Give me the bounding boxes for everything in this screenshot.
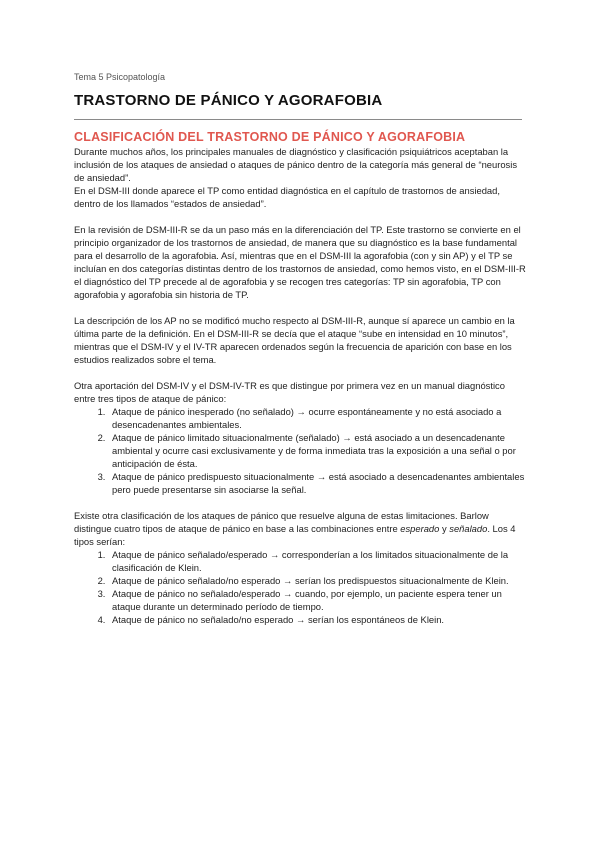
list-item: 4. Ataque de pánico no señalado/no esperado → serían los espontáneos de Klein.: [108, 613, 526, 626]
text-span: . Los 4 tipos serían:: [74, 523, 516, 547]
paragraph: [74, 509, 526, 548]
title-divider: [74, 119, 522, 120]
emphasis-text: esperado: [400, 523, 440, 534]
page-title: TRASTORNO DE PÁNICO Y AGORAFOBIA: [74, 92, 383, 109]
text-span: Existe otra clasificación de los ataques de pánico que resuelve alguna de estas limitaciones. Barlow distingue cuatro tipos de ataque de pánico en base a las combinaciones entre: [74, 510, 489, 534]
paragraph: La descripción de los AP no se modificó mucho respecto al DSM-III-R, aunque sí aparece un cambio en la última parte de la definición. En el DSM-III-R se decía que el ataque “sube en intensidad en 10 minutos”, mientras que el DSM-IV y el IV-TR aparecen ordenados según la frecuencia de aparición con base en los estudios realizados sobre el tema.: [74, 315, 515, 365]
paragraph: En la revisión de DSM-III-R se da un paso más en la diferenciación del TP. Este trastorno se convierte en el principio organizador de los trastornos de ansiedad, de manera que su diagnóstico es la base fundamental para el desarrollo de la agorafobia. Así, mientras que en el DSM-III la agorafobia (con y sin AP) y el TP se incluían en dos categorías distintas dentro de los trastornos de ansiedad, como hemos visto, en el DSM-III-R el diagnóstico del TP precede al de agorafobia y se recogen tres categorías: TP sin agorafobia, TP con agorafobia y agorafobia sin historia de TP.: [74, 224, 526, 300]
list-item: 3. Ataque de pánico predispuesto situacionalmente → está asociado a desencadenantes ambientales pero puede presentarse sin asociarse la señal.: [108, 470, 526, 496]
list-item: 1. Ataque de pánico inesperado (no señalado) → ocurre espontáneamente y no está asociado a desencadenantes ambientales.: [108, 405, 526, 431]
paragraph: Otra aportación del DSM-IV y el DSM-IV-TR es que distingue por primera vez en un manual diagnóstico entre tres tipos de ataque de pánico:: [74, 380, 505, 404]
list-item: 1. Ataque de pánico señalado/esperado → corresponderían a los limitados situacionalmente de la clasificación de Klein.: [108, 548, 526, 574]
topic-header: Tema 5 Psicopatología: [74, 72, 166, 82]
list-item: 2. Ataque de pánico señalado/no esperado → serían los predispuestos situacionalmente de Klein.: [108, 574, 526, 587]
section-title: CLASIFICACIÓN DEL TRASTORNO DE PÁNICO Y AGORAFOBIA: [74, 130, 466, 144]
panic-types-list: [74, 405, 526, 496]
emphasis-text: señalado: [449, 523, 488, 534]
paragraph: Durante muchos años, los principales manuales de diagnóstico y clasificación psiquiátricos aceptaban la inclusión de los ataques de ansiedad o ataques de pánico dentro de la categoría más general de “neurosis de ansiedad”.: [74, 146, 518, 183]
document-body: [74, 145, 526, 626]
barlow-types-list: [74, 548, 526, 626]
list-item: 3. Ataque de pánico no señalado/esperado → cuando, por ejemplo, un paciente espera tener un ataque durante un determinado período de tiempo.: [108, 587, 526, 613]
paragraph: En el DSM-III donde aparece el TP como entidad diagnóstica en el capítulo de trastornos de ansiedad, dentro de los llamados “estados de ansiedad”.: [74, 185, 500, 209]
text-span: y: [439, 523, 450, 534]
list-item: 2. Ataque de pánico limitado situacionalmente (señalado) → está asociado a un desencadenante ambiental y ocurre casi exclusivamente y de forma inmediata tras la exposición a una señal o por anticipación de ésta.: [108, 431, 526, 470]
